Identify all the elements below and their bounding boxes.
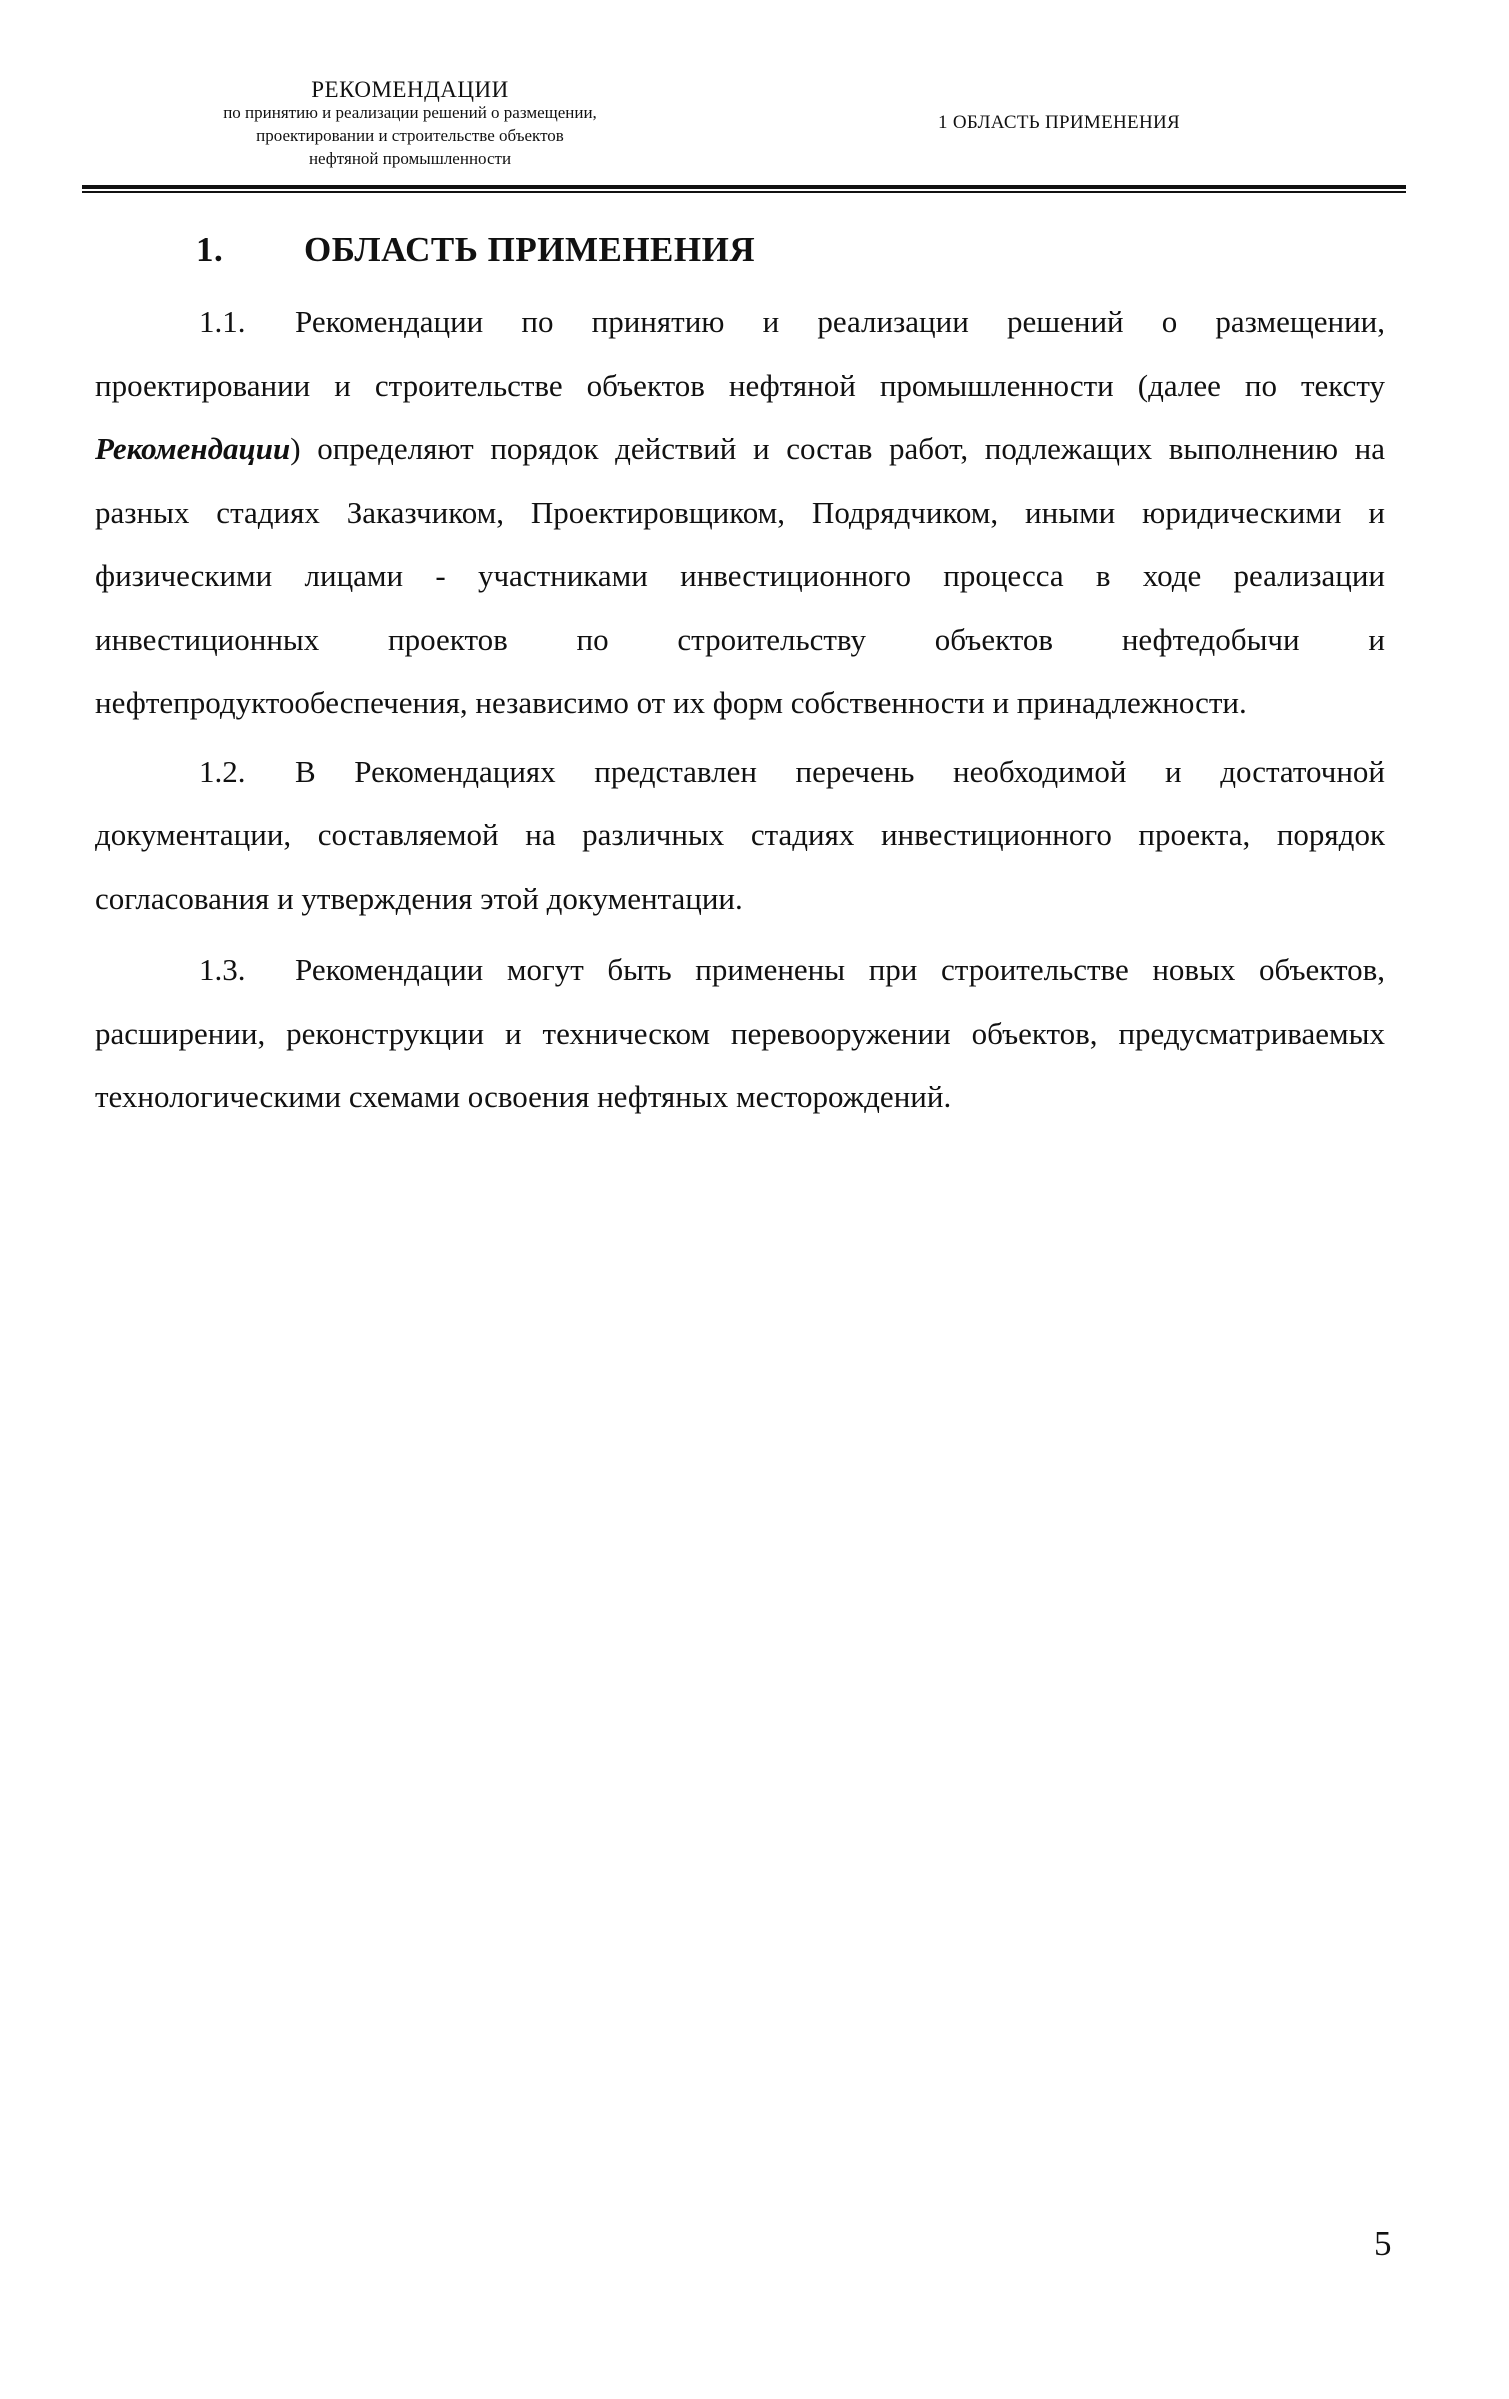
paragraph-text: Рекомендации по принятию и реализации решений о размещении, проектировании и строительстве объектов нефтяной промышленности (далее по тексту	[95, 304, 1385, 403]
paragraph-1-1	[95, 290, 1385, 735]
paragraph-text-continued: ) определяют порядок действий и состав работ, подлежащих выполнению на разных стадиях Заказчиком, Проектировщиком, Подрядчиком, иными юридическими и физическими лицами - участниками инвестиционного процесса в ходе реализации инвестиционных проектов по строительству объектов нефтедобычи и нефтепродуктообеспечения, независимо от их форм собственности и принадлежности.	[95, 431, 1385, 720]
paragraph-number: 1.2.	[199, 753, 246, 789]
body-text	[95, 290, 1385, 1129]
paragraph-text: В Рекомендациях представлен перечень необходимой и достаточной документации, составляемой на различных стадиях инвестиционного проекта, порядок согласования и утверждения этой документации.	[95, 753, 1385, 916]
paragraph-number: 1.3.	[199, 952, 246, 987]
header-subtitle-line-3: нефтяной промышленности	[308, 149, 512, 168]
header-rule-thin	[82, 191, 1406, 193]
paragraph-number: 1.1.	[199, 304, 246, 339]
paragraph-emphasis: Рекомендации	[95, 431, 291, 466]
paragraph-text: Рекомендации могут быть применены при строительстве новых объектов, расширении, реконструкции и техническом перевооружении объектов, предусматриваемых технологическими схемами освоения нефтяных месторождений.	[95, 952, 1385, 1114]
paragraph-1-2	[95, 740, 1385, 931]
header-subtitle-line-2: проектировании и строительстве объектов	[256, 126, 564, 145]
header-document-title	[120, 78, 700, 170]
header-title: РЕКОМЕНДАЦИИ	[311, 77, 509, 102]
page-number: 5	[1374, 2224, 1392, 2263]
section-number: 1.	[196, 230, 224, 269]
paragraph-1-3	[95, 938, 1385, 1129]
header-subtitle-line-1: по принятию и реализации решений о размещении,	[223, 103, 597, 122]
section-title: ОБЛАСТЬ ПРИМЕНЕНИЯ	[304, 230, 756, 269]
section-heading	[196, 230, 755, 270]
header-section-label: 1 ОБЛАСТЬ ПРИМЕНЕНИЯ	[938, 112, 1180, 133]
header-rule-thick	[82, 185, 1406, 189]
running-header	[0, 0, 1509, 200]
